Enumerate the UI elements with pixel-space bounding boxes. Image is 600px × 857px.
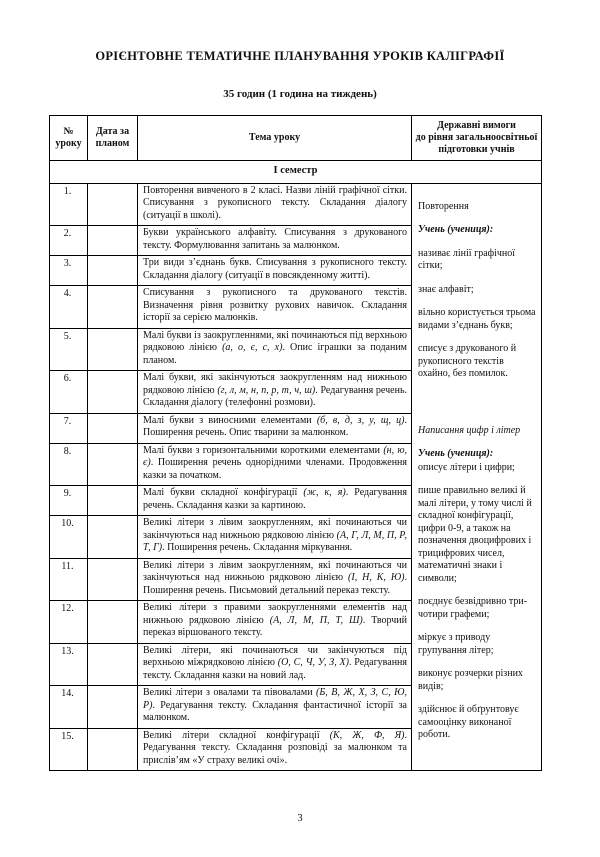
topic-cell: Малі букви з виносними елементами (б, в, д, з, у, щ, ц). Поширення речень. Опис тварини за малюнком. [138, 413, 412, 443]
date-cell [88, 183, 138, 226]
lesson-number: 11. [50, 558, 88, 601]
lesson-number: 9. [50, 486, 88, 516]
lesson-number: 13. [50, 643, 88, 686]
topic-cell: Малі букви складної конфігурації (ж, к, я). Редагування речень. Складання казки за картиною. [138, 486, 412, 516]
requirement-paragraph: пише правильно великі й малі літери, у тому числі й складної конфігурації, цифри 0-9, а також на позначення двоцифрових і трицифрових чисел, математичні знаки і символи; [418, 485, 532, 584]
date-cell [88, 486, 138, 516]
col-header-lesson-number: № уроку [50, 116, 88, 161]
requirement-paragraph: описує літери і цифри; [418, 461, 515, 473]
lesson-number: 7. [50, 413, 88, 443]
requirements-cell [412, 183, 542, 771]
lesson-number: 4. [50, 286, 88, 329]
lesson-number: 2. [50, 226, 88, 256]
lesson-number: 10. [50, 516, 88, 559]
lesson-number: 3. [50, 256, 88, 286]
lesson-number: 8. [50, 443, 88, 486]
date-cell [88, 686, 138, 729]
table-row [50, 183, 542, 226]
topic-cell: Повторення вивченого в 2 класі. Назви ліній графічної сітки. Списування з рукописного тексту. Складання діалогу (ситуації в школі). [138, 183, 412, 226]
topic-cell: Великі літери з лівим заокругленням, які починаються чи закінчуються над нижньою рядковою лінією (А, Г, Л, М, П, Р, Т, Г). Поширення речень. Складання міркування. [138, 516, 412, 559]
lesson-number: 6. [50, 371, 88, 414]
requirement-paragraph: Учень (учениця): [418, 448, 494, 459]
document-subtitle: 35 годин (1 година на тиждень) [223, 88, 377, 100]
date-cell [88, 328, 138, 371]
requirement-paragraph: Повторення [418, 200, 469, 212]
date-cell [88, 516, 138, 559]
col-header-requirements-line: підготовки учнів [438, 144, 515, 155]
lesson-plan-table [49, 115, 542, 771]
date-cell [88, 558, 138, 601]
date-cell [88, 286, 138, 329]
topic-cell: Три види з’єднань букв. Списування з рукописного тексту. Складання діалогу (ситуації в повсякденному житті). [138, 256, 412, 286]
semester-label: І семестр [50, 161, 542, 184]
topic-cell: Малі букви з горизонтальними короткими елементами (н, ю, є). Поширення речень однорідними членами. Продовження казки за початком. [138, 443, 412, 486]
requirement-paragraph: здійснює й обґрунтовує самооцінку виконаної роботи. [418, 704, 519, 740]
col-header-requirements-line: Державні вимоги [437, 120, 516, 131]
topic-cell: Великі літери з овалами та півовалами (Б, В, Ж, Х, З, С, Ю, Р). Редагування тексту. Складання фантастичної історії за малюнком. [138, 686, 412, 729]
lesson-number: 14. [50, 686, 88, 729]
page-number: 3 [297, 813, 303, 824]
date-cell [88, 728, 138, 771]
date-cell [88, 413, 138, 443]
requirement-paragraph: міркує з приводу групування літер; [418, 632, 494, 656]
date-cell [88, 443, 138, 486]
requirement-paragraph: списує з друкованого й рукописного текстів охайно, без помилок. [418, 343, 517, 379]
col-header-topic: Тема уроку [138, 116, 412, 161]
topic-cell: Великі літери з правими заокругленнями елементів над нижньою рядковою лінією (А, Л, М, П, Т, Ш). Творчий переказ віршованого тексту. [138, 601, 412, 644]
requirement-paragraph: знає алфавіт; [418, 283, 474, 295]
document-title: ОРІЄНТОВНЕ ТЕМАТИЧНЕ ПЛАНУВАННЯ УРОКІВ КАЛІГРАФІЇ [95, 49, 505, 63]
requirement-paragraph: вільно користується трьома видами з’єднань букв; [418, 307, 536, 331]
requirement-paragraph: поєднує безвідривно три-чотири графеми; [418, 596, 528, 620]
date-cell [88, 256, 138, 286]
semester-row [50, 161, 542, 184]
requirement-paragraph: називає лінії графічної сітки; [418, 247, 516, 271]
date-cell [88, 601, 138, 644]
lesson-number: 1. [50, 183, 88, 226]
topic-cell: Малі букви, які закінчуються заокругленням над нижньою рядковою лінією (г, л, м, н, п, р, т, ч, ш). Редагування речень. Складання діалогу (телефонні розмови). [138, 371, 412, 414]
table-header-row [50, 116, 542, 161]
date-cell [88, 371, 138, 414]
lesson-number: 15. [50, 728, 88, 771]
col-header-date: Дата за планом [88, 116, 138, 161]
date-cell [88, 643, 138, 686]
date-cell [88, 226, 138, 256]
lesson-number: 5. [50, 328, 88, 371]
col-header-requirements-line: до рівня загальноосвітньої [415, 132, 538, 143]
requirement-paragraph: виконує розчерки різних видів; [418, 668, 523, 692]
topic-cell: Великі літери складної конфігурації (К, Ж, Ф, Я). Редагування тексту. Складання розповіді за малюнком та прислів’ям «У страху великі очі». [138, 728, 412, 771]
requirement-paragraph: Учень (учениця): [418, 224, 494, 235]
requirement-paragraph: Написання цифр і літер [418, 424, 521, 436]
col-header-requirements [412, 116, 542, 161]
topic-cell: Малі букви із заокругленнями, які починаються під верхньою рядковою лінією (а, о, є, с, х). Опис іграшки за поданим планом. [138, 328, 412, 371]
topic-cell: Списування з рукописного та друкованого текстів. Визначення рівня розвитку рухових навичок. Складання історії за серією малюнків. [138, 286, 412, 329]
topic-cell: Великі літери, які починаються чи закінчуються під верхньою міжрядковою лінією (О, С, Ч, У, З, Х). Редагування тексту. Складання казки на новий лад. [138, 643, 412, 686]
topic-cell: Букви українського алфавіту. Списування з друкованого тексту. Формулювання запитань за малюнком. [138, 226, 412, 256]
topic-cell: Великі літери з лівим заокругленням, які починаються чи закінчуються над нижньою рядковою лінією (І, Н, К, Ю). Поширення речень. Письмовий детальний переказ тексту. [138, 558, 412, 601]
lesson-number: 12. [50, 601, 88, 644]
